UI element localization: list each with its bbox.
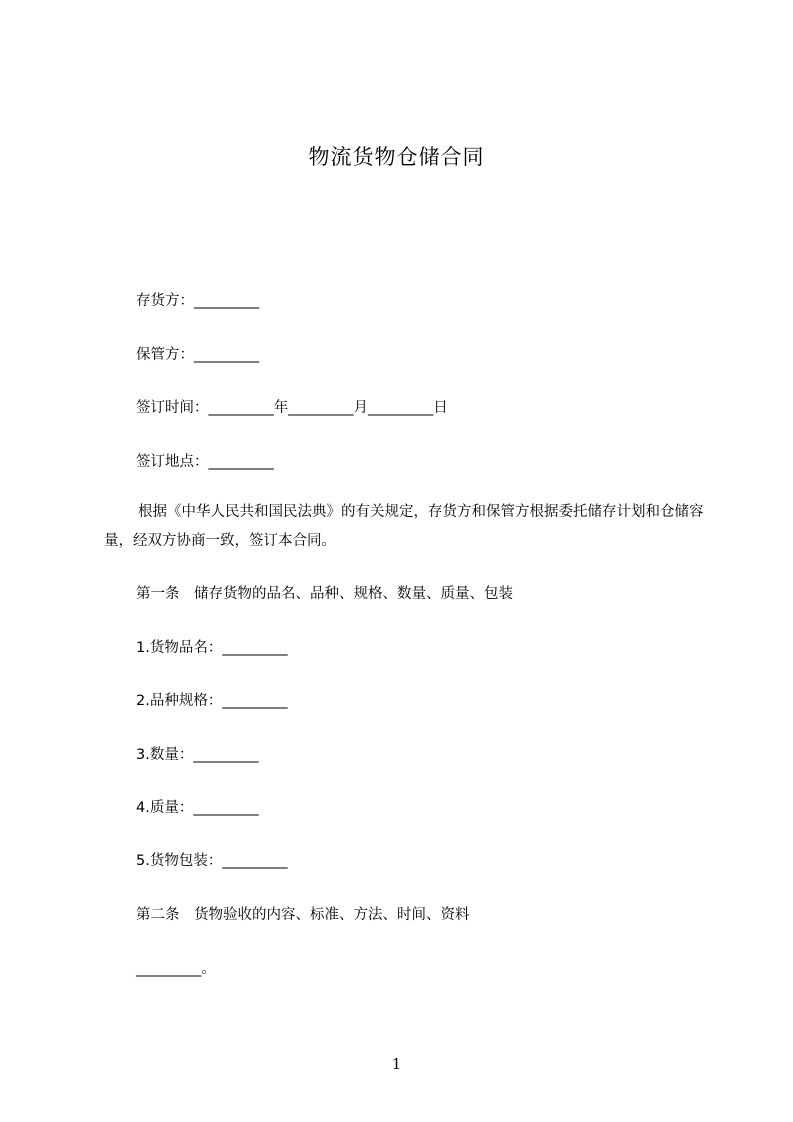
page-number: 1 xyxy=(391,1055,402,1073)
article2-blank: _________。 xyxy=(136,961,216,977)
sign-place-line: 签订地点：_________ xyxy=(136,454,274,470)
depositor-line: 存货方：_________ xyxy=(136,293,260,309)
article1-item: 3.数量：_________ xyxy=(136,747,259,763)
article1-item: 1.货物品名：_________ xyxy=(136,640,288,656)
document-title: 物流货物仓储合同 xyxy=(308,145,485,169)
custodian-line: 保管方：_________ xyxy=(136,347,260,363)
article1-item: 2.品种规格：_________ xyxy=(136,693,288,709)
article1-item: 5.货物包装：_________ xyxy=(136,853,288,869)
sign-date-line: 签订时间：_________年_________月_________日 xyxy=(136,400,448,416)
article1-item: 4.质量：_________ xyxy=(136,800,259,816)
article1-heading: 第一条 储存货物的品名、品种、规格、数量、质量、包装 xyxy=(136,586,513,602)
article2-heading: 第二条 货物验收的内容、标准、方法、时间、资料 xyxy=(136,907,470,923)
preamble-paragraph: 根据《中华人民共和国民法典》的有关规定，存货方和保管方根据委托储存计划和仓储容量，经双方协商一致，签订本合同。 xyxy=(104,504,704,549)
